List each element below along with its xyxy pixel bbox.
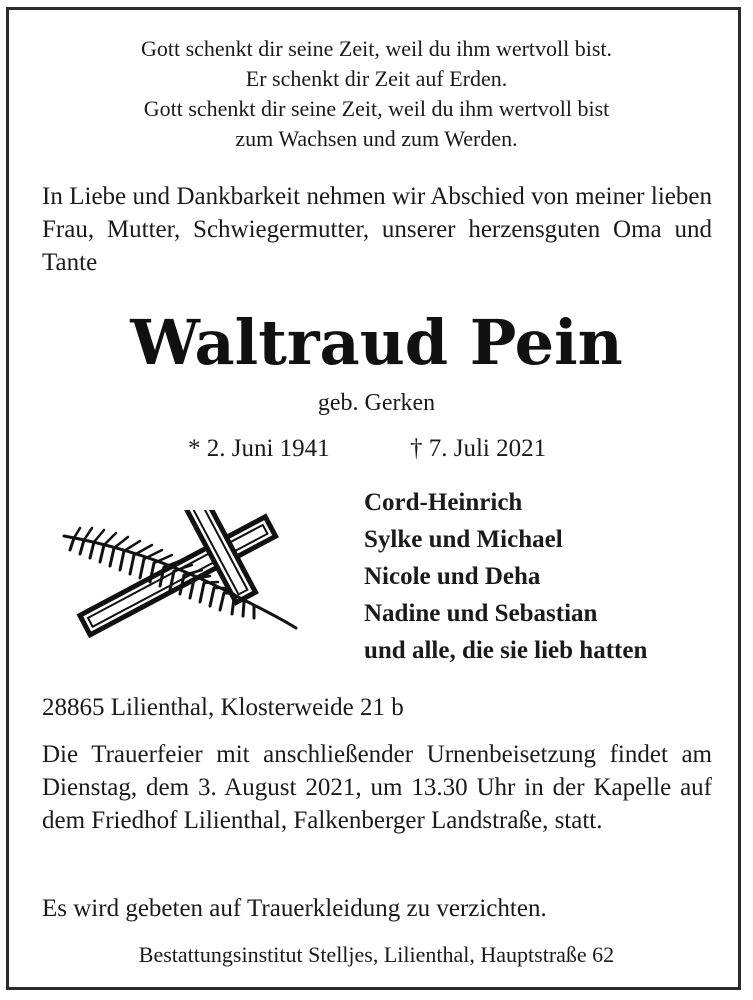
cross-with-palm-branch-icon xyxy=(60,510,300,640)
deceased-name: Waltraud Pein xyxy=(130,306,623,379)
poem-line: Gott schenkt dir seine Zeit, weil du ihm wertvoll bist xyxy=(143,96,610,121)
birth-name: geb. Gerken xyxy=(317,390,436,416)
family-member: Nadine und Sebastian xyxy=(364,600,598,627)
family-member: Cord-Heinrich xyxy=(364,489,523,516)
birth-date: * 2. Juni 1941 xyxy=(188,435,330,462)
death-date: † 7. Juli 2021 xyxy=(410,435,547,462)
family-address: 28865 Lilienthal, Klosterweide 21 b xyxy=(42,694,404,721)
dress-code-note: Es wird gebeten auf Trauerkleidung zu verzichten. xyxy=(42,895,547,922)
family-members xyxy=(364,484,647,669)
poem-line: zum Wachsen und zum Werden. xyxy=(235,126,518,151)
poem-line: Er schenkt dir Zeit auf Erden. xyxy=(245,66,508,91)
family-member: Nicole und Deha xyxy=(364,563,541,590)
family-member: Sylke und Michael xyxy=(364,526,563,553)
family-member: und alle, die sie lieb hatten xyxy=(364,637,648,664)
intro-text: In Liebe und Dankbarkeit nehmen wir Abschied von meiner lieben Frau, Mutter, Schwiegermutter, unserer herzensguten Oma und Tante xyxy=(42,183,712,276)
poem-line: Gott schenkt dir seine Zeit, weil du ihm wertvoll bist. xyxy=(140,36,613,61)
service-details: Die Trauerfeier mit anschließender Urnenbeisetzung findet am Dienstag, dem 3. August 2021, um 13.30 Uhr in der Kapelle auf dem Friedhof Lilienthal, Falkenberger Landstraße, statt. xyxy=(42,741,712,834)
poem xyxy=(0,34,753,154)
funeral-home: Bestattungsinstitut Stelljes, Lilienthal, Hauptstraße 62 xyxy=(138,942,615,967)
